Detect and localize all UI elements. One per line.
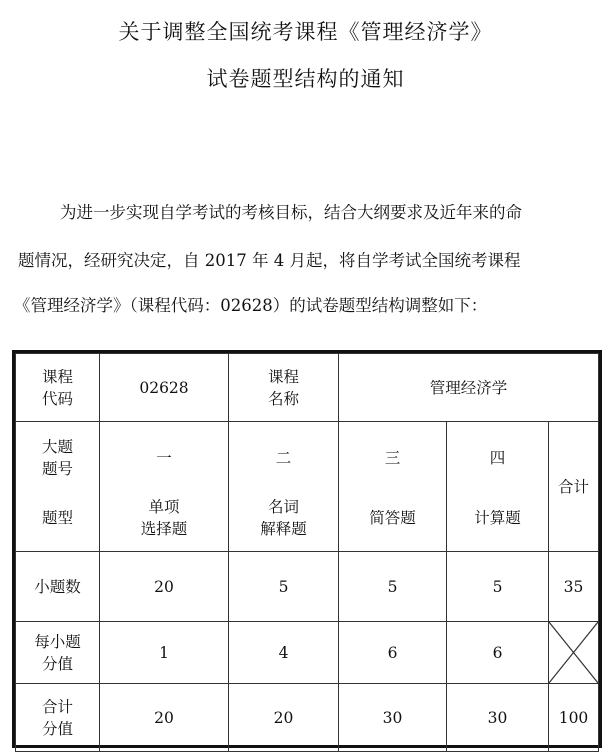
paragraph-line-1: 为进一步实现自学考试的考核目标，结合大纲要求及近年来的命 — [60, 203, 522, 222]
section-number-3: 三 — [339, 422, 447, 486]
question-type-1: 单项 选择题 — [100, 486, 229, 552]
question-type-3: 简答题 — [339, 486, 447, 552]
table-row — [16, 552, 599, 622]
score-total-1: 20 — [100, 684, 229, 752]
section-number-label: 大题 题号 — [16, 422, 100, 486]
total-column-label: 合计 — [549, 422, 599, 552]
score-each-4: 6 — [447, 622, 549, 684]
count-total: 35 — [549, 552, 599, 622]
crossed-out-cell — [549, 622, 599, 684]
paragraph-line-2: 题情况，经研究决定，自 2017 年 4 月起，将自学考试全国统考课程 — [18, 251, 521, 270]
table-row — [16, 422, 599, 486]
score-total-label: 合计 分值 — [16, 684, 100, 752]
table-row — [16, 684, 599, 752]
section-number-2: 二 — [229, 422, 339, 486]
notice-title-line-2: 试卷题型结构的通知 — [206, 67, 405, 91]
score-total-2: 20 — [229, 684, 339, 752]
score-each-1: 1 — [100, 622, 229, 684]
score-each-2: 4 — [229, 622, 339, 684]
course-name-value: 管理经济学 — [339, 354, 599, 422]
cross-mark-icon — [549, 622, 598, 683]
count-2: 5 — [229, 552, 339, 622]
notice-title-line-1: 关于调整全国统考课程《管理经济学》 — [118, 20, 493, 44]
score-grand-total: 100 — [549, 684, 599, 752]
score-each-label: 每小题 分值 — [16, 622, 100, 684]
course-code-label: 课程 代码 — [16, 354, 100, 422]
course-code-value: 02628 — [100, 354, 229, 422]
question-type-4: 计算题 — [447, 486, 549, 552]
section-number-1: 一 — [100, 422, 229, 486]
count-4: 5 — [447, 552, 549, 622]
count-label: 小题数 — [16, 552, 100, 622]
exam-structure-table — [12, 350, 602, 748]
question-type-label: 题型 — [16, 486, 100, 552]
table-row — [16, 486, 599, 552]
score-total-3: 30 — [339, 684, 447, 752]
count-1: 20 — [100, 552, 229, 622]
table-row — [16, 622, 599, 684]
section-number-4: 四 — [447, 422, 549, 486]
count-3: 5 — [339, 552, 447, 622]
score-total-4: 30 — [447, 684, 549, 752]
course-name-label: 课程 名称 — [229, 354, 339, 422]
table-row — [16, 354, 599, 422]
paragraph-line-3: 《管理经济学》（课程代码：02628）的试卷题型结构调整如下： — [14, 296, 488, 315]
score-each-3: 6 — [339, 622, 447, 684]
question-type-2: 名词 解释题 — [229, 486, 339, 552]
